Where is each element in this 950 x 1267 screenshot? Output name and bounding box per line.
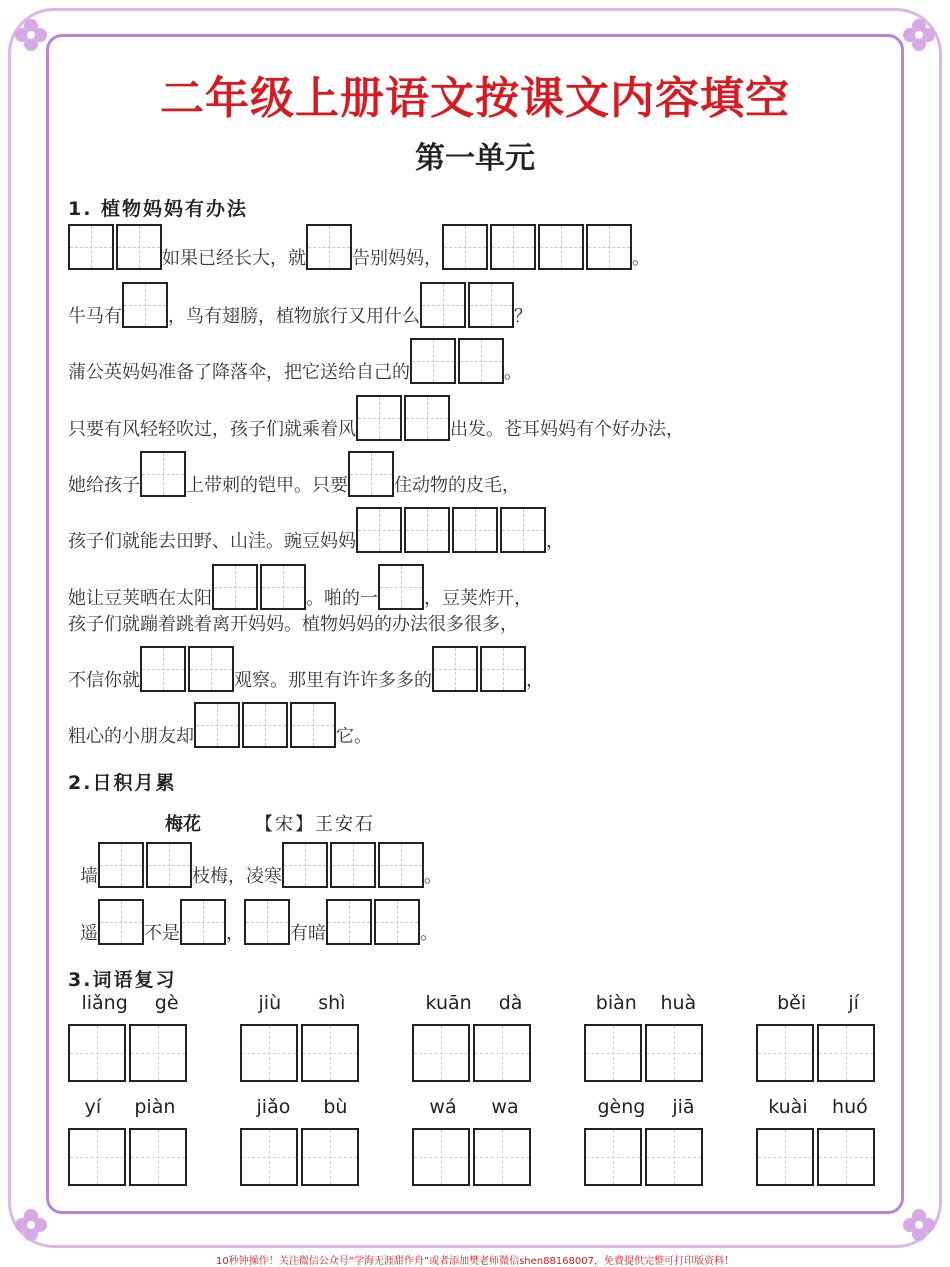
blank-cell[interactable]: [584, 1128, 642, 1186]
line-text: ，豆荚炸开，: [424, 588, 532, 609]
pinyin: gè: [154, 992, 179, 1014]
footer-note: 10秒钟操作！关注微信公众号“学海无涯甜作舟”或者添加樊老师微信shen88168007，免费提供完整可打印版资料！: [215, 1256, 735, 1267]
pinyin: shì: [318, 992, 346, 1014]
line-text: 墙: [80, 866, 98, 887]
line-text: 观察。那里有许许多多的: [234, 670, 432, 691]
blank-cell[interactable]: [240, 1024, 298, 1082]
fill-line-2: [68, 278, 532, 328]
line-text: 上带刺的铠甲。只要: [186, 475, 348, 496]
blank-cell[interactable]: [129, 1128, 187, 1186]
vocab-word: [240, 1096, 364, 1186]
pinyin: wá: [429, 1096, 457, 1118]
vocab-word: [412, 992, 536, 1082]
blank-cell[interactable]: [404, 395, 450, 441]
line-text: 住动物的皮毛，: [394, 475, 520, 496]
blank-cell[interactable]: [420, 282, 466, 328]
line-text: ？: [514, 306, 532, 327]
blank-cell[interactable]: [817, 1128, 875, 1186]
fill-line-6: [68, 503, 564, 553]
line-text: 它。: [336, 726, 372, 747]
blank-cell[interactable]: [412, 1128, 470, 1186]
line-text: ，: [226, 923, 244, 944]
pinyin: jiǎo: [256, 1096, 291, 1118]
line-text: 不信你就: [68, 670, 140, 691]
blank-cell[interactable]: [68, 1024, 126, 1082]
blank-cell[interactable]: [432, 646, 478, 692]
blank-cell[interactable]: [378, 842, 424, 888]
blank-cell[interactable]: [374, 899, 420, 945]
line-text: 她让豆荚晒在太阳: [68, 588, 212, 609]
blank-cell[interactable]: [326, 899, 372, 945]
vocab-word: [240, 992, 364, 1082]
line-text: 。啪的一: [306, 588, 378, 609]
blank-cell[interactable]: [116, 224, 162, 270]
line-text: 告别妈妈，: [352, 248, 442, 269]
blank-cell[interactable]: [98, 899, 144, 945]
vocab-word: [584, 992, 708, 1082]
blank-cell[interactable]: [473, 1024, 531, 1082]
pinyin: piàn: [134, 1096, 176, 1118]
pinyin: jiā: [672, 1096, 695, 1118]
line-text: 牛马有: [68, 306, 122, 327]
line-text: ，鸟有翅膀，植物旅行又用什么: [168, 306, 420, 327]
line-text: 有暗: [290, 923, 326, 944]
blank-cell[interactable]: [538, 224, 584, 270]
blank-cell[interactable]: [356, 395, 402, 441]
blank-cell[interactable]: [584, 1024, 642, 1082]
blank-cell[interactable]: [356, 507, 402, 553]
flower-icon: [14, 1208, 48, 1242]
line-text: 。: [632, 248, 650, 269]
pinyin: yí: [84, 1096, 102, 1118]
vocab-word: [584, 1096, 708, 1186]
section1-heading: 1. 植物妈妈有办法: [68, 198, 249, 220]
blank-cell[interactable]: [442, 224, 488, 270]
blank-cell[interactable]: [242, 702, 288, 748]
pinyin: wa: [491, 1096, 519, 1118]
fill-line-4: [68, 391, 684, 441]
fill-line-10: [68, 698, 372, 748]
fill-line-7: [68, 560, 532, 610]
line-text: 。: [424, 866, 442, 887]
line-text: ，: [546, 531, 564, 552]
line-text: 孩子们就能去田野、山洼。豌豆妈妈: [68, 531, 356, 552]
pinyin: běi: [777, 992, 807, 1014]
blank-cell[interactable]: [468, 282, 514, 328]
flower-icon: [902, 18, 936, 52]
blank-cell[interactable]: [244, 899, 290, 945]
blank-cell[interactable]: [129, 1024, 187, 1082]
blank-cell[interactable]: [68, 1128, 126, 1186]
pinyin: dà: [498, 992, 523, 1014]
blank-cell[interactable]: [645, 1024, 703, 1082]
blank-cell[interactable]: [301, 1024, 359, 1082]
poem-line-2: [80, 895, 438, 945]
blank-cell[interactable]: [480, 646, 526, 692]
blank-cell[interactable]: [473, 1128, 531, 1186]
pinyin: huó: [832, 1096, 868, 1118]
line-text: 遥: [80, 923, 98, 944]
fill-line-1: [68, 220, 650, 270]
blank-cell[interactable]: [188, 646, 234, 692]
blank-cell[interactable]: [140, 451, 186, 497]
blank-cell[interactable]: [301, 1128, 359, 1186]
blank-cell[interactable]: [146, 842, 192, 888]
blank-cell[interactable]: [817, 1024, 875, 1082]
blank-cell[interactable]: [756, 1024, 814, 1082]
line-text: 蒲公英妈妈准备了降落伞，把它送给自己的: [68, 362, 410, 383]
line-text: 粗心的小朋友却: [68, 726, 194, 747]
line-text: 出发。苍耳妈妈有个好办法，: [450, 419, 684, 440]
blank-cell[interactable]: [412, 1024, 470, 1082]
line-text: 只要有风轻轻吹过，孩子们就乘着风: [68, 419, 356, 440]
blank-cell[interactable]: [290, 702, 336, 748]
line-text: ，: [526, 670, 544, 691]
vocab-word: [412, 1096, 536, 1186]
pinyin: jí: [848, 992, 859, 1014]
pinyin: jiù: [258, 992, 282, 1014]
blank-cell[interactable]: [240, 1128, 298, 1186]
blank-cell[interactable]: [458, 338, 504, 384]
line-text: 她给孩子: [68, 475, 140, 496]
blank-cell[interactable]: [500, 507, 546, 553]
unit-title: 第一单元: [415, 141, 535, 176]
blank-cell[interactable]: [122, 282, 168, 328]
page-title: 二年级上册语文按课文内容填空: [160, 73, 790, 124]
blank-cell[interactable]: [212, 564, 258, 610]
poem-author: 【宋】王安石: [255, 814, 375, 835]
blank-cell[interactable]: [282, 842, 328, 888]
blank-cell[interactable]: [378, 564, 424, 610]
fill-line-3: [68, 334, 522, 384]
blank-cell[interactable]: [756, 1128, 814, 1186]
line-text: 如果已经长大，就: [162, 248, 306, 269]
blank-cell[interactable]: [194, 702, 240, 748]
blank-cell[interactable]: [330, 842, 376, 888]
blank-cell[interactable]: [348, 451, 394, 497]
line-text: 。: [420, 923, 438, 944]
pinyin: kuài: [768, 1096, 808, 1118]
blank-cell[interactable]: [490, 224, 536, 270]
blank-cell[interactable]: [260, 564, 306, 610]
blank-cell[interactable]: [140, 646, 186, 692]
pinyin: kuān: [425, 992, 472, 1014]
line-text: 枝梅，凌寒: [192, 866, 282, 887]
blank-cell[interactable]: [180, 899, 226, 945]
blank-cell[interactable]: [645, 1128, 703, 1186]
fill-line-5: [68, 447, 520, 497]
line-text: 不是: [144, 923, 180, 944]
vocab-word: [756, 1096, 880, 1186]
vocab-word: [756, 992, 880, 1082]
pinyin: bù: [323, 1096, 348, 1118]
blank-cell[interactable]: [410, 338, 456, 384]
pinyin: liǎng: [81, 992, 128, 1014]
blank-cell[interactable]: [306, 224, 352, 270]
line-text: 孩子们就蹦着跳着离开妈妈。植物妈妈的办法很多很多，: [68, 614, 518, 635]
vocab-word: [68, 1096, 192, 1186]
blank-cell[interactable]: [98, 842, 144, 888]
pinyin: huà: [660, 992, 697, 1014]
blank-cell[interactable]: [68, 224, 114, 270]
flower-icon: [902, 1208, 936, 1242]
section3-heading: 3.词语复习: [68, 969, 177, 991]
poem-line-1: [80, 838, 442, 888]
pinyin: gèng: [597, 1096, 646, 1118]
fill-line-8: [68, 606, 518, 636]
fill-line-9: [68, 642, 544, 692]
blank-cell[interactable]: [452, 507, 498, 553]
poem-title: 梅花: [165, 814, 201, 835]
flower-icon: [14, 18, 48, 52]
section2-heading: 2.日积月累: [68, 772, 177, 794]
pinyin: biàn: [595, 992, 637, 1014]
line-text: 。: [504, 362, 522, 383]
vocab-word: [68, 992, 192, 1082]
blank-cell[interactable]: [586, 224, 632, 270]
blank-cell[interactable]: [404, 507, 450, 553]
